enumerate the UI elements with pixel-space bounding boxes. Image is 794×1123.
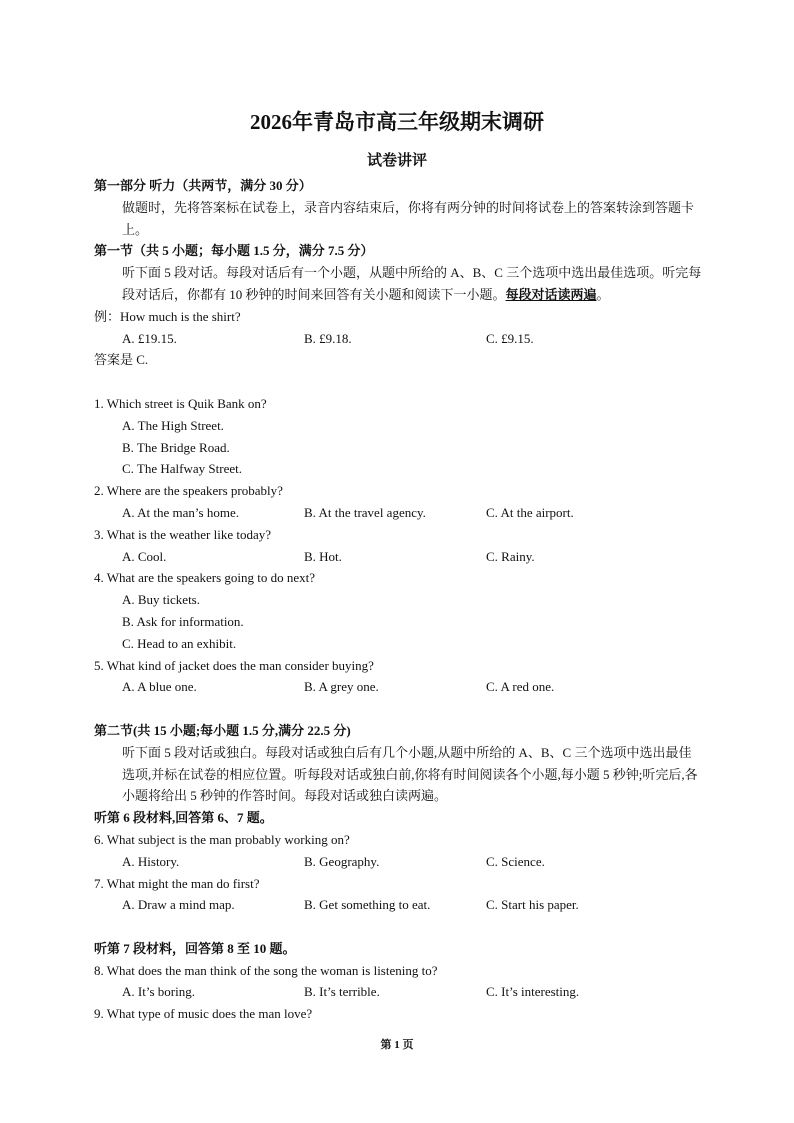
- example-option-a: A. £19.15.: [122, 330, 177, 346]
- section1-instruction-end: 。: [596, 286, 610, 302]
- question-7-option-b: B. Get something to eat.: [304, 897, 431, 913]
- section1-instruction-main: 听下面 5 段对话。每段对话后有一个小题，从题中所给的 A、B、C 三个选项中选出最佳选项。听完每段对话后，你都有 10 秒钟的时间来回答有关小题和阅读下一小题。: [122, 265, 702, 302]
- question-7: 7. What might the man do first?: [94, 875, 260, 891]
- question-8-options: [94, 981, 704, 1003]
- question-5-options: [94, 676, 704, 698]
- question-8: 8. What does the man think of the song the woman is listening to?: [94, 962, 438, 978]
- question-2: 2. Where are the speakers probably?: [94, 483, 283, 499]
- question-3-option-c: C. Rainy.: [486, 548, 535, 564]
- question-6: 6. What subject is the man probably working on?: [94, 831, 350, 847]
- question-9: 9. What type of music does the man love?: [94, 1006, 313, 1022]
- part1-instruction: 做题时，先将答案标在试卷上，录音内容结束后，你将有两分钟的时间将试卷上的答案转涂到答题卡上。: [122, 199, 695, 237]
- spacer: [94, 371, 704, 393]
- question-7-options: [94, 894, 704, 916]
- page-title: 2026年青岛市高三年级期末调研: [250, 110, 544, 134]
- spacer: [94, 698, 704, 720]
- section1-heading: 第一节（共 5 小题；每小题 1.5 分，满分 7.5 分）: [94, 243, 374, 259]
- section2-heading: 第二节(共 15 小题;每小题 1.5 分,满分 22.5 分): [94, 722, 351, 738]
- question-8-option-c: C. It’s interesting.: [486, 984, 580, 1000]
- question-8-option-b: B. It’s terrible.: [304, 984, 380, 1000]
- question-3-option-b: B. Hot.: [304, 548, 342, 564]
- question-7-option-a: A. Draw a mind map.: [122, 897, 235, 913]
- question-6-option-b: B. Geography.: [304, 853, 380, 869]
- question-8-option-a: A. It’s boring.: [122, 984, 195, 1000]
- question-1-option-c: C. The Halfway Street.: [122, 461, 242, 477]
- example-options: [94, 328, 704, 350]
- page-subtitle: 试卷讲评: [366, 153, 427, 169]
- question-4-option-b: B. Ask for information.: [122, 613, 244, 629]
- question-1-option-b: B. The Bridge Road.: [122, 439, 230, 455]
- question-4-option-c: C. Head to an exhibit.: [122, 635, 237, 651]
- question-5: 5. What kind of jacket does the man consider buying?: [94, 657, 374, 673]
- question-6-option-c: C. Science.: [486, 853, 545, 869]
- question-6-options: [94, 851, 704, 873]
- question-2-option-c: C. At the airport.: [486, 504, 574, 520]
- question-5-option-b: B. A grey one.: [304, 679, 379, 695]
- spacer: [94, 916, 704, 938]
- question-2-option-b: B. At the travel agency.: [304, 504, 426, 520]
- question-3-option-a: A. Cool.: [122, 548, 167, 564]
- section1-instruction: [94, 262, 704, 306]
- question-5-option-a: A. A blue one.: [122, 679, 197, 695]
- question-5-option-c: C. A red one.: [486, 679, 555, 695]
- exam-content: [94, 175, 704, 1025]
- group6-heading: 听第 6 段材料,回答第 6、7 题。: [94, 810, 273, 826]
- question-4: 4. What are the speakers going to do next?: [94, 570, 316, 586]
- question-3: 3. What is the weather like today?: [94, 526, 272, 542]
- section1-instruction-emphasis: 每段对话读两遍: [505, 286, 597, 302]
- question-2-option-a: A. At the man’s home.: [122, 504, 239, 520]
- question-3-options: [94, 546, 704, 568]
- example-answer: 答案是 C.: [94, 352, 149, 368]
- part1-heading: 第一部分 听力（共两节，满分 30 分）: [94, 178, 312, 193]
- question-7-option-c: C. Start his paper.: [486, 897, 579, 913]
- question-6-option-a: A. History.: [122, 853, 180, 869]
- example-question: 例：How much is the shirt?: [94, 308, 241, 324]
- question-2-options: [94, 502, 704, 524]
- question-1-option-a: A. The High Street.: [122, 417, 224, 433]
- section2-instruction: 听下面 5 段对话或独白。每段对话或独白后有几个小题,从题中所给的 A、B、C 三个选项中选出最佳选项,并标在试卷的相应位置。听每段对话或独白前,你将有时间阅读各个小题,每小题 5 秒钟;听完后,各小题将给出 5 秒钟的作答时间。每段对话或独白读两遍。: [122, 744, 698, 804]
- example-option-c: C. £9.15.: [486, 330, 534, 346]
- group7-heading: 听第 7 段材料，回答第 8 至 10 题。: [94, 940, 296, 956]
- page-number: 第 1 页: [380, 1039, 414, 1051]
- example-option-b: B. £9.18.: [304, 330, 352, 346]
- question-4-option-a: A. Buy tickets.: [122, 592, 200, 608]
- question-1: 1. Which street is Quik Bank on?: [94, 395, 267, 411]
